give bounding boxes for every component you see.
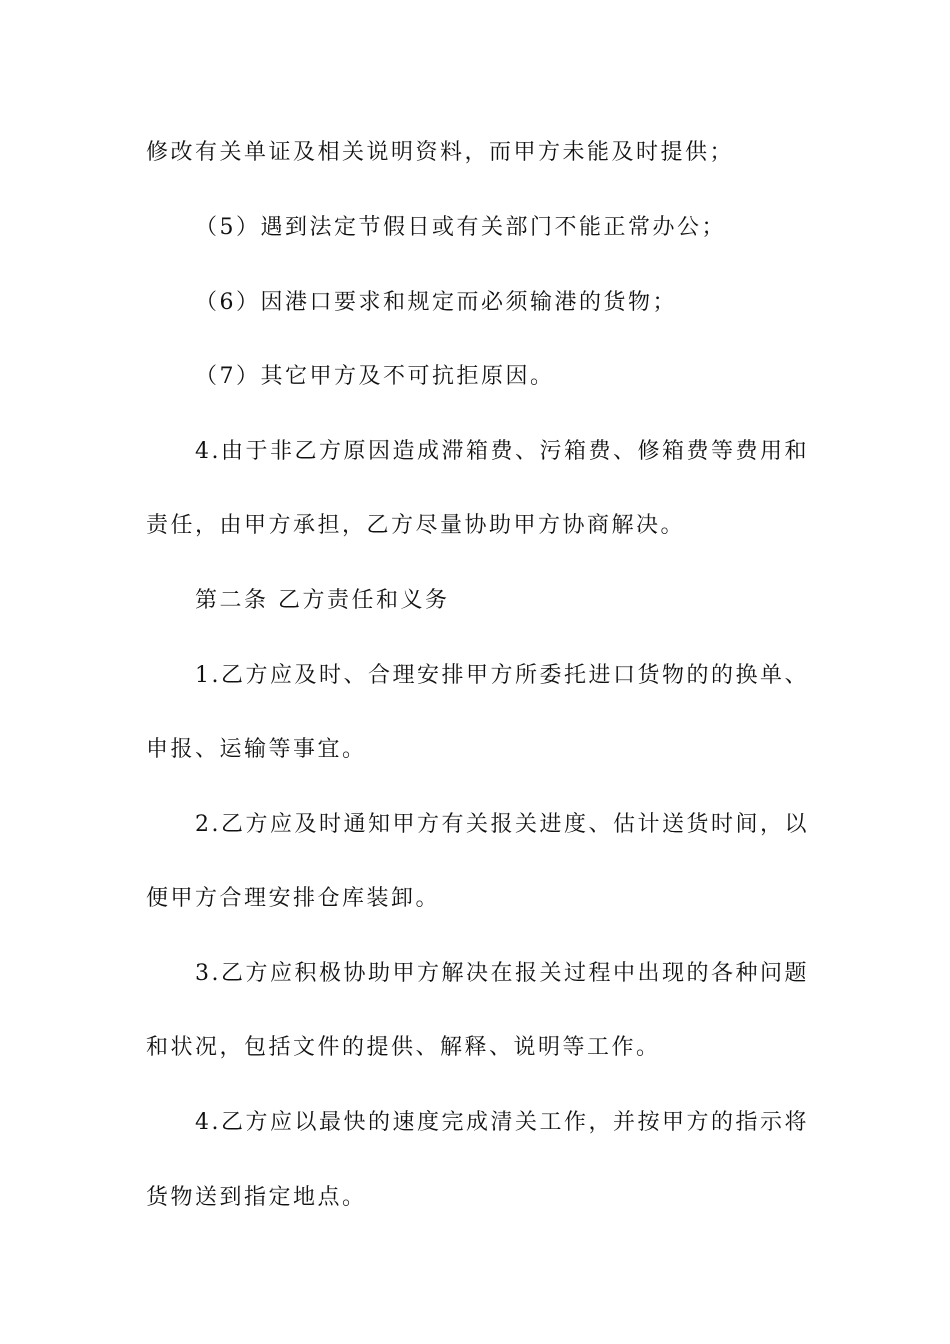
duty-1-line-2: 申报、运输等事宜。: [146, 737, 367, 762]
duty-1-line-1: 1.乙方应及时、合理安排甲方所委托进口货物的的换单、: [195, 663, 809, 688]
duty-4-line-2: 货物送到指定地点。: [146, 1185, 367, 1210]
clause-4-line-1: 4.由于非乙方原因造成滞箱费、污箱费、修箱费等费用和: [195, 439, 809, 464]
duty-4-line-1: 4.乙方应以最快的速度完成清关工作，并按甲方的指示将: [195, 1110, 809, 1135]
list-item-6: （6）因港口要求和规定而必须输港的货物；: [195, 290, 677, 315]
duty-3-line-2: 和状况，包括文件的提供、解释、说明等工作。: [146, 1035, 661, 1060]
clause-4-line-2: 责任，由甲方承担，乙方尽量协助甲方协商解决。: [146, 513, 686, 538]
list-item-5: （5）遇到法定节假日或有关部门不能正常办公；: [195, 215, 726, 240]
duty-2-line-2: 便甲方合理安排仓库装卸。: [146, 886, 441, 911]
text-line-continuation: 修改有关单证及相关说明资料，而甲方未能及时提供；: [146, 140, 735, 165]
list-item-7: （7）其它甲方及不可抗拒原因。: [195, 364, 555, 389]
duty-3-line-1: 3.乙方应积极协助甲方解决在报关过程中出现的各种问题: [195, 961, 809, 986]
duty-2-line-1: 2.乙方应及时通知甲方有关报关进度、估计送货时间，以: [195, 812, 809, 837]
section-heading: 第二条 乙方责任和义务: [195, 588, 450, 613]
